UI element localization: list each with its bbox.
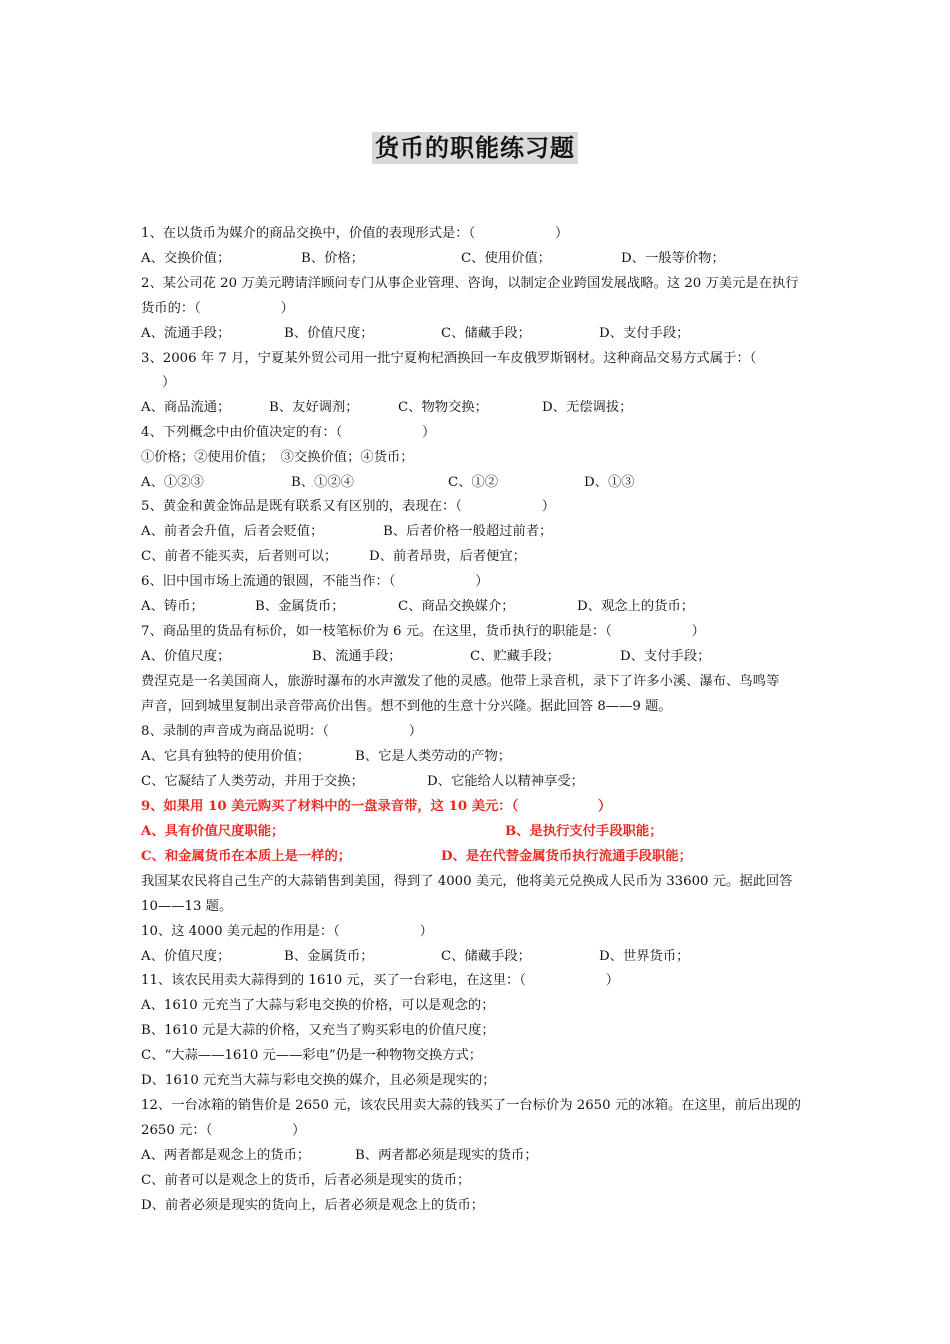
option-c: C、储藏手段； <box>441 326 531 341</box>
question-9-stem: 9、如果用 10 美元购买了材料中的一盘录音带，这 10 美元：（ ） <box>141 799 612 814</box>
option-b: B、两者都必须是现实的货币； <box>355 1148 538 1163</box>
question-11-option-a: A、1610 元充当了大蒜与彩电交换的价格，可以是观念的； <box>141 998 495 1013</box>
option-a: A、它具有独特的使用价值； <box>141 749 311 764</box>
option-c: C、贮藏手段； <box>470 649 560 664</box>
option-a: A、价值尺度； <box>141 649 231 664</box>
question-11-option-b: B、1610 元是大蒜的价格，又充当了购买彩电的价值尺度； <box>141 1023 495 1038</box>
option-c: C、前者不能买卖，后者则可以； <box>141 549 338 564</box>
option-b: B、后者价格一般超过前者； <box>383 524 553 539</box>
option-a: A、价值尺度； <box>141 949 231 964</box>
option-d: D、观念上的货币； <box>577 599 695 614</box>
question-6-stem: 6、旧中国市场上流通的银圆，不能当作：（ ） <box>141 574 489 589</box>
question-3-stem-line1: 3、2006 年 7 月，宁夏某外贸公司用一批宁夏枸杞酒换回一车皮俄罗斯钢材。这种商品交易方式属于：（ <box>141 351 757 366</box>
question-11-option-c: C、“大蒜——1610 元——彩电”仍是一种物物交换方式； <box>141 1048 483 1063</box>
question-11-option-d: D、1610 元充当大蒜与彩电交换的媒介，且必须是现实的； <box>141 1073 496 1088</box>
option-c: C、使用价值； <box>461 251 551 266</box>
option-a: A、①②③ <box>141 475 204 490</box>
option-a: A、交换价值； <box>141 251 231 266</box>
page-title: 货币的职能练习题 <box>372 132 578 164</box>
option-a: A、流通手段； <box>141 326 231 341</box>
option-b: B、价格； <box>301 251 364 266</box>
option-a: A、商品流通； <box>141 400 231 415</box>
option-d: D、支付手段； <box>599 326 690 341</box>
option-c: C、商品交换媒介； <box>398 599 515 614</box>
question-4-stem: 4、下列概念中由价值决定的有：（ ） <box>141 425 436 440</box>
question-2-stem-line1: 2、某公司花 20 万美元聘请洋顾问专门从事企业管理、咨询，以制定企业跨国发展战略。这 20 万美元是在执行 <box>141 276 799 291</box>
option-b: B、流通手段； <box>312 649 402 664</box>
option-a: A、具有价值尺度职能； <box>141 824 285 839</box>
option-d: D、无偿调拔； <box>542 400 633 415</box>
question-10-stem: 10、这 4000 美元起的作用是：（ ） <box>141 924 433 939</box>
question-12-stem-line2: 2650 元：（ ） <box>141 1123 306 1138</box>
option-d: D、一般等价物； <box>621 251 725 266</box>
question-5-stem: 5、黄金和黄金饰品是既有联系又有区别的，表现在：（ ） <box>141 499 556 514</box>
passage-2-line1: 我国某农民将自己生产的大蒜销售到美国，得到了 4000 美元，他将美元兑换成人民币为 33600 元。据此回答 <box>141 874 793 889</box>
question-8-stem: 8、录制的声音成为商品说明：（ ） <box>141 724 423 739</box>
question-12-option-c: C、前者可以是观念上的货币，后者必须是现实的货币； <box>141 1173 471 1188</box>
question-2-stem-line2: 货币的：（ ） <box>141 301 294 316</box>
option-d: D、世界货币； <box>599 949 690 964</box>
option-c: C、储藏手段； <box>441 949 531 964</box>
page-title-wrap <box>0 132 950 164</box>
option-d: D、①③ <box>584 475 635 490</box>
passage-1-line2: 声音，回到城里复制出录音带高价出售。想不到他的生意十分兴隆。据此回答 8——9 题。 <box>141 699 672 714</box>
question-12-stem-line1: 12、一台冰箱的销售价是 2650 元，该农民用卖大蒜的钱买了一台标价为 2650 元的冰箱。在这里，前后出现的 <box>141 1098 801 1113</box>
question-12-option-d: D、前者必须是现实的货向上，后者必须是观念上的货币； <box>141 1198 485 1213</box>
option-a: A、前者会升值，后者会贬值； <box>141 524 324 539</box>
option-b: B、友好调剂； <box>269 400 359 415</box>
option-b: B、①②④ <box>291 475 354 490</box>
option-d: D、是在代替金属货币执行流通手段职能； <box>441 849 692 864</box>
question-1-stem: 1、在以货币为媒介的商品交换中，价值的表现形式是：（ ） <box>141 226 569 241</box>
question-11-stem: 11、该农民用卖大蒜得到的 1610 元，买了一台彩电，在这里：（ ） <box>141 973 620 988</box>
passage-1-line1: 费涅克是一名美国商人，旅游时瀑布的水声激发了他的灵感。他带上录音机，录下了许多小溪、瀑布、鸟鸣等 <box>141 674 780 689</box>
option-c: C、和金属货币在本质上是一样的； <box>141 849 352 864</box>
option-b: B、价值尺度； <box>284 326 374 341</box>
option-c: C、①② <box>448 475 499 490</box>
option-b: B、是执行支付手段职能； <box>505 824 663 839</box>
question-3-stem-line2: ） <box>162 375 176 390</box>
option-a: A、铸币； <box>141 599 204 614</box>
option-d: D、前者昂贵，后者便宜； <box>369 549 526 564</box>
question-4-items: ①价格；②使用价值； ③交换价值；④货币； <box>141 450 414 465</box>
option-b: B、金属货币； <box>255 599 345 614</box>
option-a: A、两者都是观念上的货币； <box>141 1148 311 1163</box>
option-d: D、它能给人以精神享受； <box>427 774 584 789</box>
passage-2-line2: 10——13 题。 <box>141 899 233 914</box>
option-c: C、它凝结了人类劳动，并用于交换； <box>141 774 364 789</box>
question-7-stem: 7、商品里的货品有标价，如一枝笔标价为 6 元。在这里，货币执行的职能是：（ ） <box>141 624 705 639</box>
option-b: B、金属货币； <box>284 949 374 964</box>
option-d: D、支付手段； <box>620 649 711 664</box>
option-c: C、物物交换； <box>398 400 488 415</box>
option-b: B、它是人类劳动的产物； <box>355 749 512 764</box>
